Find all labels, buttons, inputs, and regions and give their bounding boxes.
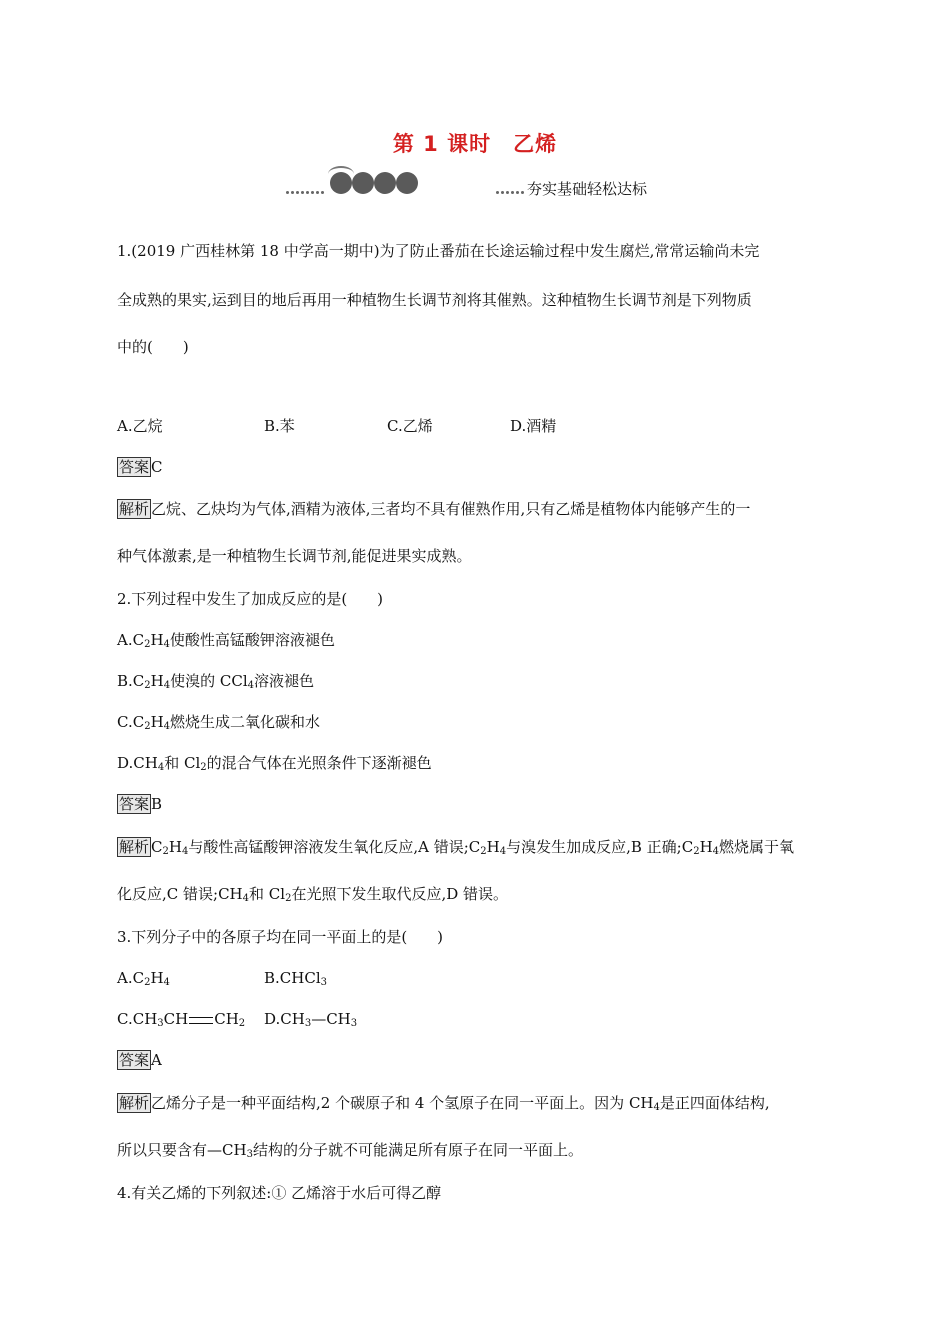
q2-option-d: $D.CH_4$和 $Cl_2$的混合气体在光照条件下逐渐褪色 (117, 754, 432, 773)
q1-answer (117, 457, 163, 477)
title-topic: 乙烯 (513, 132, 558, 156)
q1-stem-line2: 全成熟的果实,运到目的地后再用一种植物生长调节剂将其催熟。这种植物生长调节剂是下列物质 (117, 291, 752, 309)
title-lesson: 第 1 课时 (392, 132, 492, 156)
q3-answer-value: A (151, 1051, 162, 1069)
q2-analysis-line1: 解析 $C_2H_4$与酸性高锰酸钾溶液发生氧化反应,A 错误$;C_2H_4$与溴发生加成反应,B 正确$;C_2H_4$燃烧属于氧 (119, 838, 795, 857)
q1-analysis-line2: 种气体激素,是一种植物生长调节剂,能促进果实成熟。 (117, 547, 472, 565)
q1-stem-line1: 1.(2019 广西桂林第 18 中学高一期中)为了防止番茄在长途运输过程中发生腐烂,常常运输尚未完 (117, 242, 760, 260)
banner-dots-right (496, 182, 526, 201)
q1-stem-line3: 中的( ) (117, 338, 189, 356)
page-title (0, 128, 950, 158)
q3-option-c: $C.CH_3CH$ $CH_2$ (117, 1010, 246, 1029)
q1-option-c: C.乙烯 (387, 417, 433, 435)
q2-stem: 2.下列过程中发生了加成反应的是( ) (117, 590, 384, 608)
q1-answer-value: C (151, 458, 163, 476)
analysis-tag: 解析 (119, 1094, 150, 1112)
q2-option-b: $B.C_2H_4$使溴的 CCl$_4$溶液褪色 (117, 672, 315, 691)
answer-tag: 答案 (119, 1051, 150, 1069)
q2-analysis-line2: 化反应,C 错误$;CH_4$和 $Cl_2$在光照下发生取代反应,D 错误。 (117, 885, 509, 904)
q3-answer (117, 1050, 162, 1070)
q3-option-d: $D.CH_3—CH_3$ (264, 1010, 358, 1029)
banner-dots-left (286, 182, 326, 201)
q1-options (117, 416, 817, 436)
banner-label: 夯实基础轻松达标 (527, 180, 648, 198)
q2-option-c: $C.C_2H_4$燃烧生成二氧化碳和水 (117, 713, 321, 732)
q2-answer (117, 794, 162, 814)
q1-option-b: B.苯 (264, 417, 295, 435)
q1-option-a: A.乙烷 (117, 417, 163, 435)
answer-tag: 答案 (119, 795, 150, 813)
q2-option-a: $A.C_2H_4$使酸性高锰酸钾溶液褪色 (117, 631, 335, 650)
q3-analysis-line2: 所以只要含有$—CH_3$结构的分子就不可能满足所有原子在同一平面上。 (117, 1141, 583, 1160)
q1-analysis-line1: 解析 乙烷、乙炔均为气体,酒精为液体,三者均不具有催熟作用,只有乙烯是植物体内能够产生的一 (119, 500, 751, 518)
answer-tag: 答案 (119, 458, 150, 476)
q3-stem: 3.下列分子中的各原子均在同一平面上的是( ) (117, 928, 444, 946)
analysis-tag: 解析 (119, 500, 150, 518)
q3-option-b: B.CHCl$_3$ (264, 969, 327, 988)
q4-stem: 4.有关乙烯的下列叙述:① 乙烯溶于水后可得乙醇 (117, 1184, 442, 1202)
q2-answer-value: B (151, 795, 163, 813)
q3-analysis-line1: 解析 乙烯分子是一种平面结构,2 个碳原子和 4 个氢原子在同一平面上。因为 $CH_4$是正四面体结构, (119, 1094, 770, 1113)
double-bond-icon (189, 1017, 213, 1024)
analysis-tag: 解析 (119, 838, 150, 856)
q1-option-d: D.酒精 (510, 417, 557, 435)
q3-option-a: $A.C_2H_4$ (117, 969, 170, 988)
